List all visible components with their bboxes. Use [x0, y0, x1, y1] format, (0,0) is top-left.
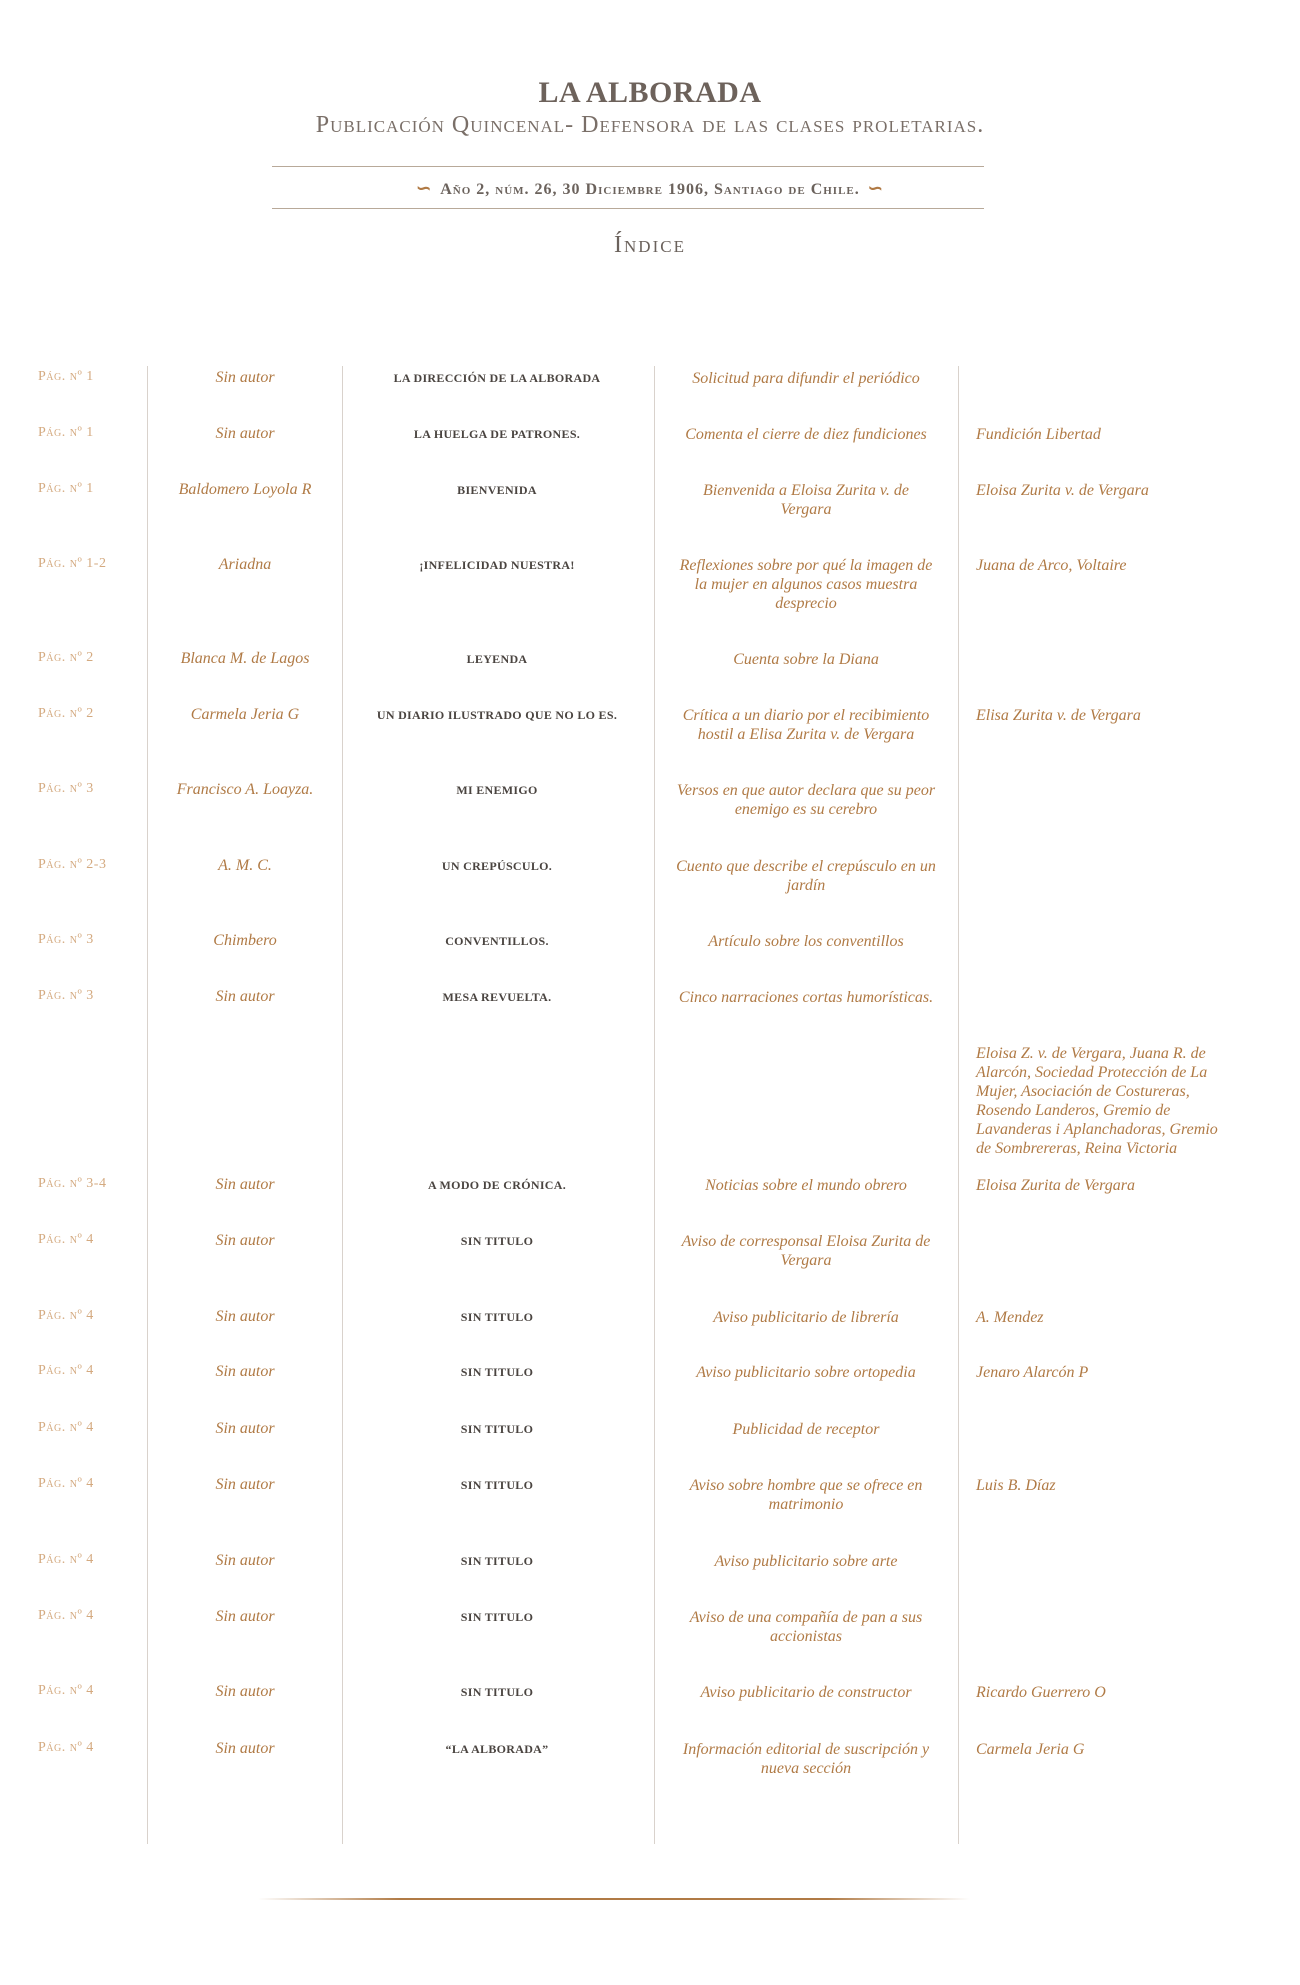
people-mentioned: Ricardo Guerrero O — [976, 1684, 1106, 1701]
page-number: Pág. nº 3 — [38, 932, 94, 947]
description: Publicidad de receptor — [732, 1421, 880, 1438]
people-mentioned: Eloisa Zurita de Vergara — [976, 1177, 1135, 1194]
description: Aviso publicitario de constructor — [700, 1684, 912, 1701]
article-title: SIN TITULO — [460, 1554, 534, 1568]
section-heading: Índice — [614, 232, 686, 258]
article-title: SIN TITULO — [460, 1234, 534, 1248]
article-title: MESA REVUELTA. — [442, 990, 552, 1004]
page-number: Pág. nº 2 — [38, 706, 94, 721]
author: Baldomero Loyola R — [178, 481, 312, 498]
article-title: ¡INFELICIDAD NUESTRA! — [419, 558, 575, 572]
page-number: Pág. nº 3 — [38, 781, 94, 796]
page-number: Pág. nº 4 — [38, 1476, 94, 1491]
people-mentioned: Juana de Arco, Voltaire — [976, 557, 1127, 574]
description: Reflexiones sobre por qué la imagen de la mujer en algunos casos muestra desprecio — [679, 557, 933, 612]
article-title: SIN TITULO — [460, 1422, 534, 1436]
description: Crítica a un diario por el recibimiento hostil a Elisa Zurita v. de Vergara — [682, 707, 930, 743]
author: Sin autor — [215, 1176, 275, 1193]
author: Sin autor — [215, 425, 275, 442]
description: Solicitud para difundir el periódico — [692, 370, 920, 387]
people-mentioned: A. Mendez — [976, 1309, 1044, 1326]
people-mentioned: Eloisa Z. v. de Vergara, Juana R. de Alarcón, Sociedad Protección de La Mujer, Asociación de Costureras, Rosendo Landeros, Gremio de Lavanderas i Aplanchadoras, Gremio de Sombrereras, Reina Victoria — [976, 1045, 1218, 1157]
article-title: UN CREPÚSCULO. — [441, 859, 553, 873]
page-number: Pág. nº 1 — [38, 481, 94, 496]
description: Aviso sobre hombre que se ofrece en matrimonio — [689, 1477, 923, 1513]
description: Comenta el cierre de diez fundiciones — [685, 426, 927, 443]
description: Aviso de corresponsal Eloisa Zurita de Vergara — [681, 1233, 931, 1269]
column-divider — [958, 366, 959, 1844]
article-title: LA DIRECCIÓN DE LA ALBORADA — [393, 371, 601, 385]
article-title: BIENVENIDA — [457, 483, 537, 497]
article-title: LA HUELGA DE PATRONES. — [413, 427, 581, 441]
author: Sin autor — [215, 1552, 275, 1569]
page-number: Pág. nº 4 — [38, 1420, 94, 1435]
issue-line — [0, 178, 1300, 199]
article-title: SIN TITULO — [460, 1685, 534, 1699]
author: Blanca M. de Lagos — [180, 650, 310, 667]
author: Sin autor — [215, 1683, 275, 1700]
page-number: Pág. nº 4 — [38, 1683, 94, 1698]
page-number: Pág. nº 3-4 — [38, 1176, 107, 1191]
author: Sin autor — [215, 1608, 275, 1625]
description: Noticias sobre el mundo obrero — [705, 1177, 907, 1194]
divider-bottom — [272, 208, 984, 209]
author: Sin autor — [215, 1476, 275, 1493]
author: Sin autor — [215, 988, 275, 1005]
ornament-left-icon: ∽ — [416, 178, 433, 198]
divider-top — [272, 166, 984, 167]
page-number: Pág. nº 4 — [38, 1552, 94, 1567]
people-mentioned: Fundición Libertad — [976, 426, 1101, 443]
article-title: A MODO DE CRÓNICA. — [427, 1178, 567, 1192]
description: Aviso de una compañía de pan a sus accionistas — [689, 1609, 923, 1645]
article-title: CONVENTILLOS. — [445, 934, 549, 948]
article-title: SIN TITULO — [460, 1478, 534, 1492]
author: Francisco A. Loayza. — [176, 781, 314, 798]
description: Bienvenida a Eloisa Zurita v. de Vergara — [703, 482, 909, 518]
description: Información editorial de suscripción y nueva sección — [682, 1741, 930, 1777]
description: Cuenta sobre la Diana — [733, 651, 879, 668]
people-mentioned: Luis B. Díaz — [976, 1477, 1056, 1494]
column-divider — [654, 366, 655, 1844]
article-title: UN DIARIO ILUSTRADO QUE NO LO ES. — [376, 708, 618, 722]
article-title: SIN TITULO — [460, 1610, 534, 1624]
description: Versos en que autor declara que su peor enemigo es su cerebro — [676, 782, 936, 818]
author: Sin autor — [215, 369, 275, 386]
ornament-right-icon: ∽ — [867, 178, 884, 198]
page-number: Pág. nº 2-3 — [38, 857, 107, 872]
page-number: Pág. nº 2 — [38, 650, 94, 665]
page-number: Pág. nº 3 — [38, 988, 94, 1003]
author: Sin autor — [215, 1308, 275, 1325]
column-divider — [342, 366, 343, 1844]
article-title: MI ENEMIGO — [456, 783, 538, 797]
people-mentioned: Jenaro Alarcón P — [976, 1364, 1089, 1381]
publication-title: LA ALBORADA — [538, 76, 762, 109]
author: Carmela Jeria G — [190, 706, 300, 723]
article-title: LEYENDA — [466, 652, 528, 666]
author: Sin autor — [215, 1420, 275, 1437]
page-number: Pág. nº 4 — [38, 1308, 94, 1323]
page-number: Pág. nº 1 — [38, 369, 94, 384]
article-title: “LA ALBORADA” — [445, 1742, 549, 1756]
footer-divider — [258, 1898, 970, 1900]
people-mentioned: Eloisa Zurita v. de Vergara — [976, 482, 1149, 499]
page-number: Pág. nº 4 — [38, 1232, 94, 1247]
page-number: Pág. nº 4 — [38, 1740, 94, 1755]
author: Ariadna — [218, 556, 272, 573]
article-title — [344, 1044, 650, 1046]
description: Aviso publicitario de librería — [713, 1309, 899, 1326]
author: Chimbero — [213, 932, 277, 949]
page-number: Pág. nº 4 — [38, 1608, 94, 1623]
author: A. M. C. — [218, 857, 272, 874]
people-mentioned: Elisa Zurita v. de Vergara — [976, 707, 1141, 724]
article-title: SIN TITULO — [460, 1365, 534, 1379]
description: Cinco narraciones cortas humorísticas. — [678, 989, 934, 1006]
description: Artículo sobre los conventillos — [708, 933, 904, 950]
author: Sin autor — [215, 1740, 275, 1757]
page-number: Pág. nº 4 — [38, 1363, 94, 1378]
author: Sin autor — [215, 1363, 275, 1380]
description: Cuento que describe el crepúsculo en un jardín — [676, 858, 936, 894]
page-number: Pág. nº 1-2 — [38, 556, 107, 571]
publication-subtitle: Publicación Quincenal- Defensora de las clases proletarias. — [315, 112, 985, 138]
description: Aviso publicitario sobre arte — [714, 1553, 898, 1570]
article-title: SIN TITULO — [460, 1310, 534, 1324]
issue-text: Año 2, núm. 26, 30 Diciembre 1906, Santiago de Chile. — [440, 181, 860, 198]
page-number: Pág. nº 1 — [38, 425, 94, 440]
description: Aviso publicitario sobre ortopedia — [696, 1364, 916, 1381]
people-mentioned: Carmela Jeria G — [976, 1741, 1085, 1758]
author: Sin autor — [215, 1232, 275, 1249]
